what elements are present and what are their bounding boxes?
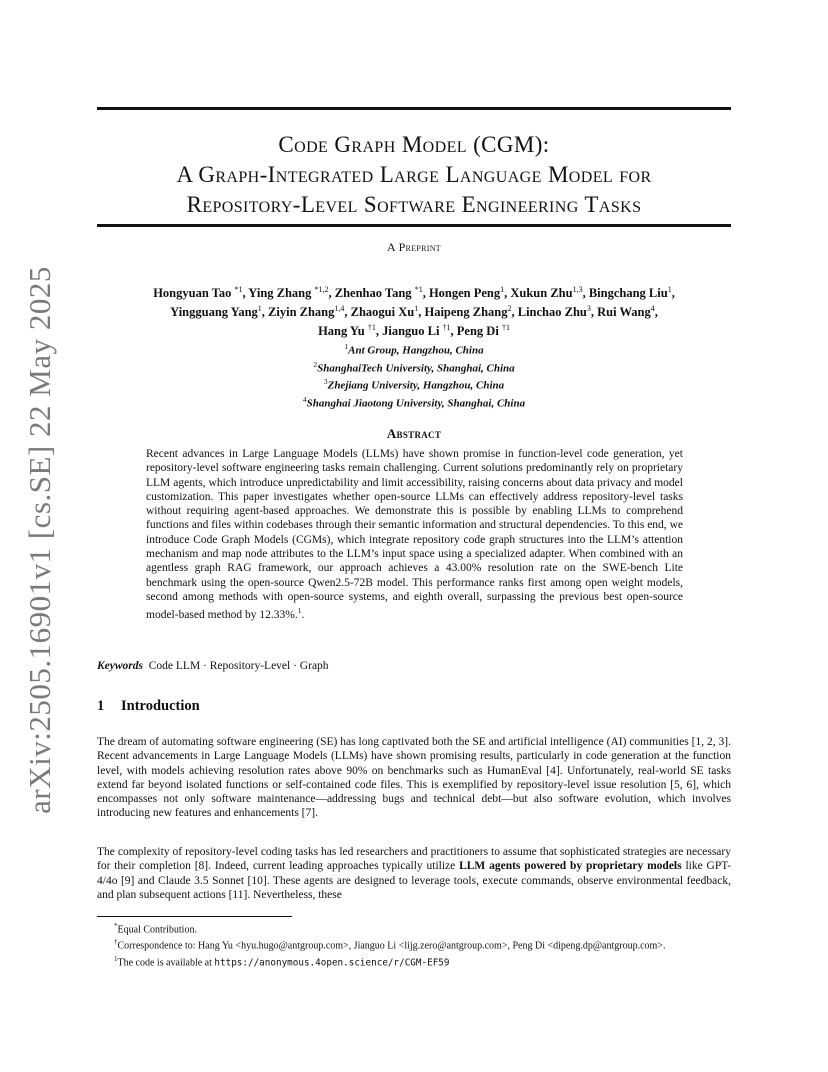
author-name: Zhaogui Xu	[350, 305, 415, 320]
section-number: 1	[97, 698, 105, 714]
author-affil-mark: 1	[257, 304, 262, 314]
keywords-label: Keywords	[97, 660, 143, 672]
footnote-mark: 1	[114, 954, 118, 963]
abstract-heading: Abstract	[386, 426, 442, 441]
abstract-body	[146, 447, 683, 622]
title-bottom-rule	[97, 224, 731, 227]
footnote-equal-contribution	[97, 920, 731, 936]
emphasis-text: LLM agents powered by proprietary models	[459, 860, 682, 873]
author-name: Jianguo Li	[382, 324, 443, 339]
preprint-label: A Preprint	[386, 240, 441, 254]
author-affil-mark: 1	[500, 285, 505, 294]
author-line-3: Hang Yu $^{\dagger 1}$, Jianguo Li $^{\dagger 1}$, Peng Di $^{\dagger 1}$	[318, 323, 510, 339]
author-line-1: Hongyuan Tao $^{*1}$, Ying Zhang $^{*1,2}$, Zhenhao Tang $^{*1}$, Hongen Peng$^1$, Xukun Zhu$^{1,3}$, Bingchang Liu$^1$,	[153, 285, 675, 301]
arxiv-identifier	[20, 266, 60, 814]
affiliation-text: ShanghaiTech University, Shanghai, China	[317, 362, 515, 375]
author-affil-mark: 1	[414, 304, 419, 314]
author-name: Linchao Zhu	[517, 305, 587, 320]
author-name: Rui Wang	[597, 305, 651, 320]
author-affil-mark: †1	[367, 323, 376, 333]
author-name: Yingguang Yang	[170, 305, 258, 320]
author-line-2: Yingguang Yang$^1$, Ziyin Zhang$^{1,4}$, Zhaogui Xu$^1$, Haipeng Zhang$^2$, Linchao Zhu$^3$, Rui Wang$^4$,	[170, 304, 658, 320]
affiliation-mark: 4	[302, 394, 307, 404]
footnote-rule	[97, 916, 292, 917]
affiliation-text: Zhejiang University, Hangzhou, China	[327, 379, 505, 392]
keywords	[97, 660, 731, 672]
affiliation-text: Ant Group, Hangzhou, China	[348, 344, 484, 357]
author-affil-mark: 3	[586, 304, 591, 314]
footnote-text: Correspondence to: Hang Yu <hyu.hugo@antgroup.com>, Jianguo Li <lijg.zero@antgroup.com>, Peng Di <dipeng.dp@antgroup.com>.	[117, 940, 666, 952]
author-affil-mark: *1	[414, 285, 423, 294]
author-name: Zhenhao Tang	[334, 286, 415, 301]
author-affil-mark: 1,3	[572, 285, 583, 294]
footnote-mark: †	[114, 938, 118, 947]
author-name: Haipeng Zhang	[424, 305, 508, 320]
author-affil-mark: *1,2	[314, 285, 329, 294]
affiliation-mark: 2	[313, 359, 318, 369]
section-title: Introduction	[121, 698, 200, 714]
affiliation	[97, 358, 731, 376]
intro-paragraph-2	[97, 845, 731, 902]
footnote-text: Equal Contribution.	[117, 924, 197, 936]
author-affil-mark: 2	[507, 304, 512, 314]
title-top-rule	[97, 107, 731, 110]
paragraph-text: The complexity of repository-level coding tasks has led researchers and practitioners to assume that sophisticated strategies are necessary for their completion [8]. Indeed, current leading approaches typically utilize	[97, 846, 731, 873]
author-name: Hongyuan Tao	[153, 286, 235, 301]
footnote-correspondence	[97, 936, 731, 952]
footnote-mark: *	[114, 922, 118, 930]
author-affil-mark: †1	[442, 323, 451, 333]
title-line-1: Code Graph Model (CGM):	[278, 132, 550, 157]
arxiv-id-text: arXiv:2505.16901v1 [cs.SE] 22 May 2025	[22, 266, 57, 814]
author-name: Peng Di	[456, 324, 502, 339]
affiliation-list	[97, 340, 731, 411]
footnote-ref[interactable]: 1	[297, 606, 302, 616]
author-affil-mark: 1,4	[334, 304, 345, 314]
title-line-3: Repository-Level Software Engineering Tasks	[186, 192, 642, 217]
author-name: Ying Zhang	[248, 286, 315, 301]
affiliation-mark: 1	[344, 342, 349, 351]
code-url-link[interactable]: https://anonymous.4open.science/r/CGM-EF59	[214, 956, 450, 968]
author-affil-mark: 4	[650, 304, 655, 314]
author-name: Hang Yu	[318, 324, 368, 339]
section-heading	[97, 698, 200, 715]
affiliation-mark: 3	[323, 377, 328, 387]
author-name: Hongen Peng	[428, 286, 501, 301]
author-name: Xukun Zhu	[510, 286, 573, 301]
affiliation	[97, 393, 731, 411]
footnote-code-availability	[97, 953, 731, 969]
affiliation-text: Shanghai Jiaotong University, Shanghai, China	[306, 397, 526, 410]
footnote-text: The code is available at	[117, 956, 215, 968]
footnotes	[97, 920, 731, 969]
author-affil-mark: *1	[234, 285, 243, 294]
author-list	[97, 282, 731, 339]
intro-paragraph-1: The dream of automating software engineering (SE) has long captivated both the SE and artificial intelligence (AI) communities [1, 2, 3]. Recent advancements in Large Language Models (LLMs) have shown promising results, particularly in code generation at the function level, with models achieving resolution rates above 90% on benchmarks such as HumanEval [4]. Unfortunately, real-world SE tasks extend far beyond isolated functions or self-contained code files. This is exemplified by repository-level issue resolution [5, 6], which encompasses not only software maintenance—addressing bugs and technical debt—but also software evolution, which involves introducing new features and enhancements [7].	[97, 736, 731, 820]
author-affil-mark: 1	[667, 285, 672, 294]
abstract-end-punct: .	[301, 609, 305, 622]
affiliation	[97, 340, 731, 358]
abstract-text: Recent advances in Large Language Models (LLMs) have shown promise in function-level code generation, yet repository-level software engineering tasks remain challenging. Current solutions predominantly rely on proprietary LLM agents, which introduce unpredictability and limit accessibility, raising concerns about data privacy and model customization. This paper investigates whether open-source LLMs can effectively address repository-level tasks without requiring agent-based approaches. We demonstrate this is possible by enabling LLMs to comprehend functions and files within codebases through their semantic information and structural dependencies. To this end, we introduce Code Graph Models (CGMs), which integrate repository code graph structures into the LLM’s attention mechanism and map node attributes to the LLM’s input space using a specialized adapter. When combined with an agentless graph RAG framework, our approach achieves a 43.00% resolution rate on the SWE-bench Lite benchmark using the open-source Qwen2.5-72B model. This performance ranks first among open weight models, second among methods with open-source systems, and eighth overall, surpassing the previous best open-source model-based method by 12.33%.	[146, 448, 683, 622]
keywords-text: Code LLM · Repository-Level · Graph	[148, 660, 329, 672]
author-name: Ziyin Zhang	[268, 305, 335, 320]
author-name: Bingchang Liu	[588, 286, 668, 301]
paragraph-text: like GPT-4/4o [9] and Claude 3.5 Sonnet [10]. These agents are designed to leverage tools, execute commands, observe environmental feedback, and plan subsequent actions [11]. Nevertheless, these	[97, 860, 732, 901]
author-affil-mark: †1	[501, 323, 510, 333]
title-line-2: A Graph-Integrated Large Language Model for	[176, 162, 652, 187]
paper-title	[97, 130, 731, 220]
affiliation	[97, 375, 731, 393]
